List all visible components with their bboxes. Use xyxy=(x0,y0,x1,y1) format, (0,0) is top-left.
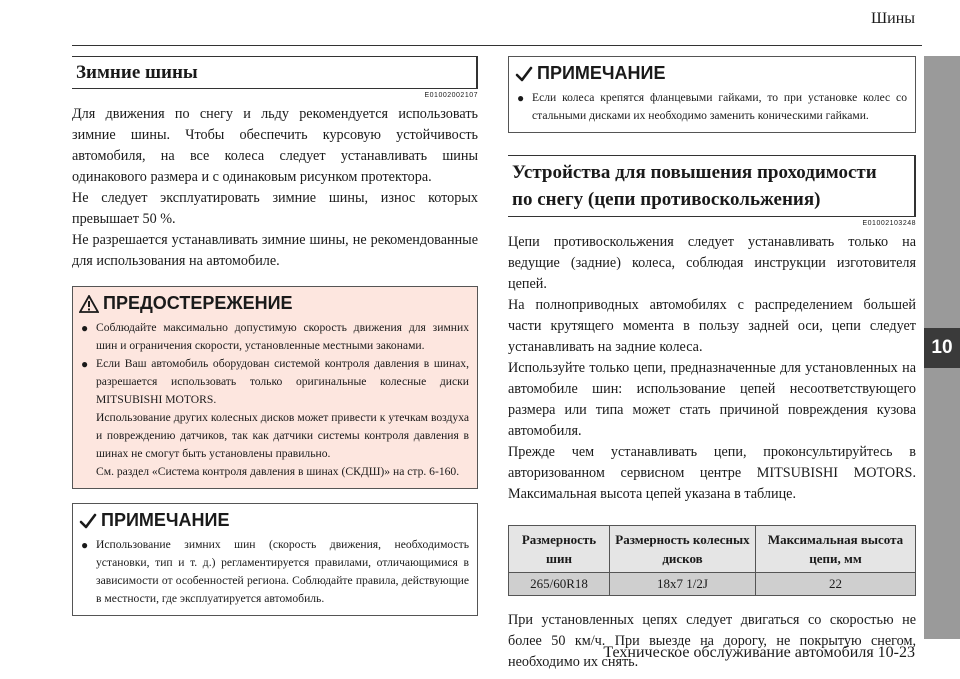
note-box xyxy=(72,503,478,616)
paragraph: При установленных цепях следует двигаться со скоростью не более 50 км/ч. При выезде на дорогу, не покрытую снегом, необходимо их снять. xyxy=(508,612,916,670)
bullet-icon: ● xyxy=(81,538,89,552)
note-title-text: ПРИМЕЧАНИЕ xyxy=(537,63,666,83)
right-column xyxy=(508,56,916,673)
note-box-title xyxy=(73,504,477,534)
paragraph: Не следует эксплуатировать зимние шины, износ которых превышает 50 %. xyxy=(72,190,478,227)
warning-box xyxy=(72,286,478,489)
chapter-side-tab xyxy=(924,56,960,639)
note-title-text: ПРИМЕЧАНИЕ xyxy=(101,510,230,530)
paragraph: Прежде чем устанавливать цепи, проконсультируйтесь в авторизованном сервисном центре MITSUBISHI MOTORS. Максимальная высота цепей указана в таблице. xyxy=(508,444,916,502)
page-footer: Техническое обслуживание автомобиля 10-23 xyxy=(603,644,915,661)
left-column xyxy=(72,56,478,616)
warning-triangle-icon xyxy=(79,295,99,313)
table-header-row xyxy=(509,526,916,573)
list-item-reference: См. раздел «Система контроля давления в шинах (СКДШ)» на стр. 6-160. xyxy=(96,465,460,478)
warning-list xyxy=(73,317,477,488)
section-code: E01002103248 xyxy=(862,220,916,227)
chain-size-table xyxy=(508,525,916,596)
table-cell: 265/60R18 xyxy=(509,573,610,596)
table-cell: 18x7 1/2J xyxy=(610,573,756,596)
note-box-title xyxy=(509,57,915,87)
header-rule xyxy=(72,45,922,46)
section-code: E01002002107 xyxy=(424,92,478,99)
bullet-icon: ● xyxy=(517,91,525,105)
list-item: ● Использование зимних шин (скорость движения, необходимость установки, тип и т. д.) регламентируется правилами, отличающимися в зависимости от особенностей региона. Соблюдайте правила, действующие в местности, где эксплуатируется автомобиль. xyxy=(81,538,469,605)
list-item: ● Если Ваш автомобиль оборудован системой контроля давления в шинах, разрешается использовать только оригинальные колесные диски MITSUBISHI MOTORS. Использование других колесных дисков может привести к утечкам воздуха и повреждению датчиков, так как датчики системы контроля давления в шинах не смогут быть установлены правильно. См. раздел «Система контроля давления в шинах (СКДШ)» на стр. 6-160. xyxy=(81,355,469,481)
list-item-extra: Использование других колесных дисков может привести к утечкам воздуха и повреждению датчиков, так как датчики системы контроля давления в шинах не смогут быть установлены правильно. xyxy=(96,411,469,460)
chapter-number: 10 xyxy=(924,328,960,368)
heading-line: по снегу (цепи противоскольжения) xyxy=(512,189,821,210)
list-item: ● Соблюдайте максимально допустимую скорость движения для зимних шин и ограничения скорости, установленные местными законами. xyxy=(81,321,469,352)
page-header-title: Шины xyxy=(870,10,915,27)
paragraph: Для движения по снегу и льду рекомендуется использовать зимние шины. Чтобы обеспечить курсовую устойчивость автомобиля, на все колеса следует устанавливать шины одинакового размера и с одинаковым рисунком протектора. xyxy=(72,106,478,185)
note-check-icon xyxy=(515,66,533,82)
table-row xyxy=(509,573,916,596)
note-check-icon xyxy=(79,513,97,529)
table-cell: 22 xyxy=(756,573,916,596)
warning-box-title xyxy=(73,287,477,317)
paragraph: Не разрешается устанавливать зимние шины, не рекомендованные для использования на автомобиле. xyxy=(72,232,478,269)
warning-title-text: ПРЕДОСТЕРЕЖЕНИЕ xyxy=(103,293,293,313)
paragraph: Используйте только цепи, предназначенные для установленных на автомобиле шин: использование цепей несоответствующего размера или типа может стать причиной повреждения кузова автомобиля. xyxy=(508,360,916,439)
bullet-icon: ● xyxy=(81,321,89,335)
table-header-cell: Размерность колесных дисков xyxy=(610,526,756,573)
note-list xyxy=(73,534,477,615)
note-box xyxy=(508,56,916,133)
table-header-cell: Размерность шин xyxy=(509,526,610,573)
note-list xyxy=(509,87,915,132)
section-heading-snow-chains xyxy=(508,155,916,217)
bullet-icon: ● xyxy=(81,357,89,371)
paragraph: На полноприводных автомобилях с распределением большей части крутящего момента в пользу задней оси, цепи следует устанавливать на задние колеса. xyxy=(508,297,916,355)
list-item: ● Если колеса крепятся фланцевыми гайками, то при установке колес со стальными дисками их необходимо заменить коническими гайками. xyxy=(517,91,907,122)
heading-line: Устройства для повышения проходимости xyxy=(512,162,877,183)
section-heading-winter-tires: Зимние шины xyxy=(72,56,478,89)
paragraph: Цепи противоскольжения следует устанавливать только на ведущие (задние) колеса, соблюдая инструкции изготовителя цепей. xyxy=(508,234,916,292)
table-header-cell: Максимальная высота цепи, мм xyxy=(756,526,916,573)
